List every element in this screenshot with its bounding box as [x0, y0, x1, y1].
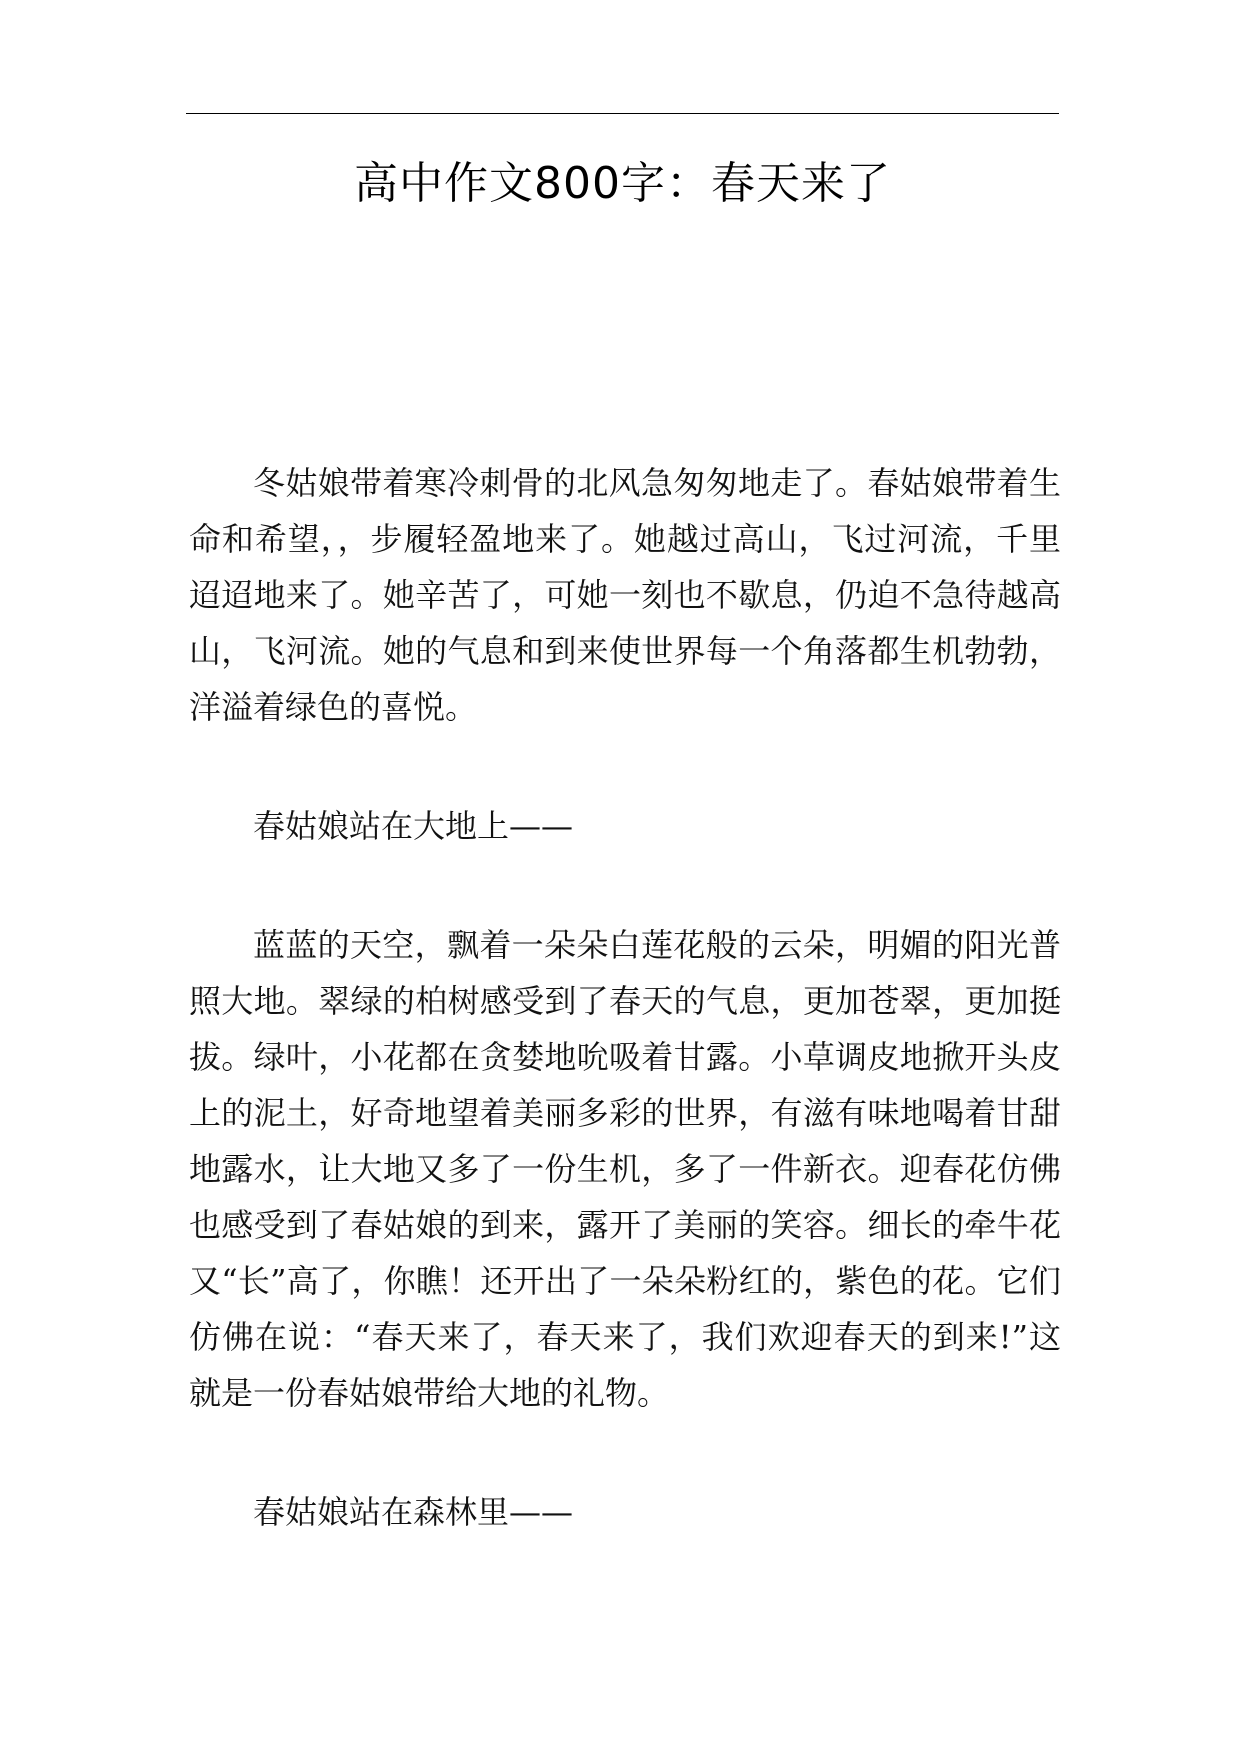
paragraph-4: 春姑娘站在森林里—— [253, 1493, 574, 1531]
document-title: 高中作文800字：春天来了 [354, 158, 891, 209]
document-body [189, 455, 1061, 1540]
paragraph-3: 蓝蓝的天空，飘着一朵朵白莲花般的云朵，明媚的阳光普照大地。翠绿的柏树感受到了春天的气息，更加苍翠，更加挺拔。绿叶，小花都在贪婪地吮吸着甘露。小草调皮地掀开头皮上的泥土，好奇地望着美丽多彩的世界，有滋有味地喝着甘甜地露水，让大地又多了一份生机，多了一件新衣。迎春花仿佛也感受到了春姑娘的到来，露开了美丽的笑容。细长的牵牛花又“长”高了，你瞧！还开出了一朵朵粉红的，紫色的花。它们仿佛在说：“春天来了，春天来了，我们欢迎春天的到来!”这就是一份春姑娘带给大地的礼物。 [189, 926, 1061, 1412]
header-rule [186, 113, 1059, 114]
paragraph-1: 冬姑娘带着寒冷刺骨的北风急匆匆地走了。春姑娘带着生命和希望，，步履轻盈地来了。她越过高山，飞过河流，千里迢迢地来了。她辛苦了，可她一刻也不歇息，仍迫不急待越高山，飞河流。她的气息和到来使世界每一个角落都生机勃勃，洋溢着绿色的喜悦。 [189, 464, 1061, 726]
paragraph-2: 春姑娘站在大地上—— [253, 807, 574, 845]
